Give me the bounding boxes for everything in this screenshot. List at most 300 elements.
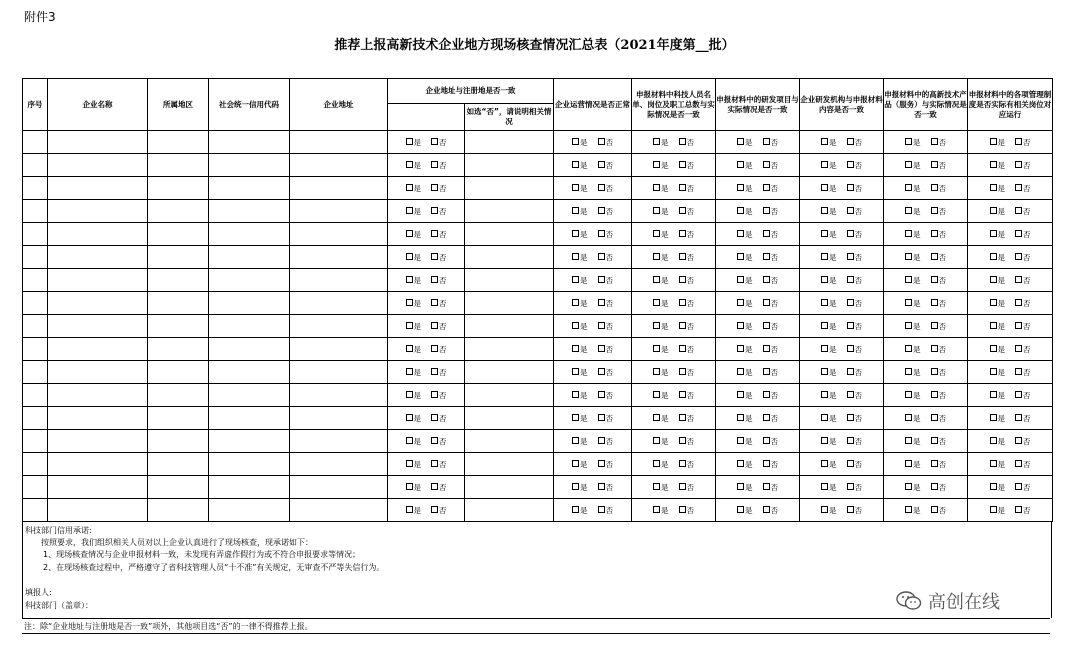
yes-checkbox[interactable]	[572, 368, 579, 375]
yes-checkbox[interactable]	[990, 345, 997, 352]
no-checkbox[interactable]	[847, 345, 854, 352]
no-checkbox[interactable]	[598, 368, 605, 375]
no-checkbox[interactable]	[931, 161, 938, 168]
table-cell[interactable]	[148, 361, 209, 384]
yes-checkbox[interactable]	[737, 184, 744, 191]
yes-checkbox[interactable]	[572, 391, 579, 398]
no-checkbox[interactable]	[679, 368, 686, 375]
no-checkbox[interactable]	[847, 460, 854, 467]
table-cell[interactable]	[465, 269, 554, 292]
table-cell[interactable]	[23, 361, 48, 384]
no-checkbox[interactable]	[431, 276, 438, 283]
table-cell[interactable]	[23, 453, 48, 476]
yes-checkbox[interactable]	[905, 276, 912, 283]
table-cell[interactable]	[465, 315, 554, 338]
no-checkbox[interactable]	[763, 230, 770, 237]
no-checkbox[interactable]	[1015, 138, 1022, 145]
yes-checkbox[interactable]	[737, 230, 744, 237]
yes-checkbox[interactable]	[572, 253, 579, 260]
yes-checkbox[interactable]	[990, 506, 997, 513]
no-checkbox[interactable]	[431, 345, 438, 352]
yes-checkbox[interactable]	[821, 506, 828, 513]
table-cell[interactable]	[48, 315, 148, 338]
yes-checkbox[interactable]	[653, 322, 660, 329]
no-checkbox[interactable]	[598, 322, 605, 329]
no-checkbox[interactable]	[598, 299, 605, 306]
table-cell[interactable]	[148, 430, 209, 453]
yes-checkbox[interactable]	[653, 253, 660, 260]
table-cell[interactable]	[465, 361, 554, 384]
table-cell[interactable]	[465, 223, 554, 246]
table-cell[interactable]	[148, 131, 209, 154]
yes-checkbox[interactable]	[572, 322, 579, 329]
table-cell[interactable]	[148, 476, 209, 499]
no-checkbox[interactable]	[931, 506, 938, 513]
yes-checkbox[interactable]	[572, 161, 579, 168]
table-cell[interactable]	[148, 200, 209, 223]
yes-checkbox[interactable]	[737, 138, 744, 145]
yes-checkbox[interactable]	[572, 276, 579, 283]
no-checkbox[interactable]	[847, 299, 854, 306]
table-cell[interactable]	[48, 499, 148, 522]
table-cell[interactable]	[290, 453, 388, 476]
no-checkbox[interactable]	[847, 138, 854, 145]
table-cell[interactable]	[23, 246, 48, 269]
table-cell[interactable]	[290, 361, 388, 384]
no-checkbox[interactable]	[431, 414, 438, 421]
table-cell[interactable]	[290, 499, 388, 522]
no-checkbox[interactable]	[679, 138, 686, 145]
yes-checkbox[interactable]	[905, 414, 912, 421]
yes-checkbox[interactable]	[821, 345, 828, 352]
yes-checkbox[interactable]	[406, 414, 413, 421]
no-checkbox[interactable]	[763, 161, 770, 168]
no-checkbox[interactable]	[679, 437, 686, 444]
table-cell[interactable]	[48, 177, 148, 200]
no-checkbox[interactable]	[1015, 368, 1022, 375]
no-checkbox[interactable]	[763, 414, 770, 421]
yes-checkbox[interactable]	[821, 483, 828, 490]
table-cell[interactable]	[465, 200, 554, 223]
no-checkbox[interactable]	[1015, 184, 1022, 191]
no-checkbox[interactable]	[931, 207, 938, 214]
yes-checkbox[interactable]	[905, 161, 912, 168]
table-cell[interactable]	[48, 292, 148, 315]
no-checkbox[interactable]	[1015, 299, 1022, 306]
yes-checkbox[interactable]	[737, 276, 744, 283]
yes-checkbox[interactable]	[737, 161, 744, 168]
table-cell[interactable]	[148, 499, 209, 522]
no-checkbox[interactable]	[931, 437, 938, 444]
table-cell[interactable]	[209, 361, 290, 384]
yes-checkbox[interactable]	[572, 483, 579, 490]
table-cell[interactable]	[209, 246, 290, 269]
yes-checkbox[interactable]	[737, 322, 744, 329]
no-checkbox[interactable]	[679, 322, 686, 329]
table-cell[interactable]	[148, 338, 209, 361]
yes-checkbox[interactable]	[905, 253, 912, 260]
no-checkbox[interactable]	[847, 414, 854, 421]
yes-checkbox[interactable]	[653, 483, 660, 490]
yes-checkbox[interactable]	[406, 345, 413, 352]
no-checkbox[interactable]	[931, 184, 938, 191]
table-cell[interactable]	[465, 499, 554, 522]
table-cell[interactable]	[465, 453, 554, 476]
no-checkbox[interactable]	[763, 322, 770, 329]
yes-checkbox[interactable]	[653, 414, 660, 421]
no-checkbox[interactable]	[431, 230, 438, 237]
no-checkbox[interactable]	[847, 368, 854, 375]
table-cell[interactable]	[23, 430, 48, 453]
table-cell[interactable]	[48, 154, 148, 177]
no-checkbox[interactable]	[1015, 506, 1022, 513]
yes-checkbox[interactable]	[821, 253, 828, 260]
no-checkbox[interactable]	[679, 276, 686, 283]
yes-checkbox[interactable]	[905, 483, 912, 490]
table-cell[interactable]	[290, 223, 388, 246]
table-cell[interactable]	[23, 177, 48, 200]
table-cell[interactable]	[290, 407, 388, 430]
yes-checkbox[interactable]	[990, 253, 997, 260]
yes-checkbox[interactable]	[905, 207, 912, 214]
table-cell[interactable]	[23, 200, 48, 223]
no-checkbox[interactable]	[1015, 161, 1022, 168]
no-checkbox[interactable]	[598, 437, 605, 444]
table-cell[interactable]	[290, 154, 388, 177]
yes-checkbox[interactable]	[821, 230, 828, 237]
table-cell[interactable]	[290, 430, 388, 453]
table-cell[interactable]	[23, 131, 48, 154]
table-cell[interactable]	[465, 407, 554, 430]
yes-checkbox[interactable]	[653, 506, 660, 513]
yes-checkbox[interactable]	[653, 391, 660, 398]
yes-checkbox[interactable]	[572, 460, 579, 467]
no-checkbox[interactable]	[763, 368, 770, 375]
no-checkbox[interactable]	[931, 276, 938, 283]
table-cell[interactable]	[23, 384, 48, 407]
table-cell[interactable]	[209, 223, 290, 246]
no-checkbox[interactable]	[1015, 391, 1022, 398]
no-checkbox[interactable]	[598, 230, 605, 237]
table-cell[interactable]	[209, 154, 290, 177]
table-cell[interactable]	[209, 476, 290, 499]
yes-checkbox[interactable]	[572, 506, 579, 513]
no-checkbox[interactable]	[431, 368, 438, 375]
yes-checkbox[interactable]	[990, 483, 997, 490]
no-checkbox[interactable]	[598, 138, 605, 145]
no-checkbox[interactable]	[598, 253, 605, 260]
table-cell[interactable]	[48, 223, 148, 246]
table-cell[interactable]	[465, 246, 554, 269]
yes-checkbox[interactable]	[653, 230, 660, 237]
table-cell[interactable]	[48, 430, 148, 453]
yes-checkbox[interactable]	[990, 391, 997, 398]
no-checkbox[interactable]	[763, 207, 770, 214]
no-checkbox[interactable]	[679, 230, 686, 237]
yes-checkbox[interactable]	[737, 368, 744, 375]
yes-checkbox[interactable]	[905, 368, 912, 375]
table-cell[interactable]	[48, 131, 148, 154]
no-checkbox[interactable]	[1015, 207, 1022, 214]
yes-checkbox[interactable]	[406, 368, 413, 375]
yes-checkbox[interactable]	[821, 299, 828, 306]
table-cell[interactable]	[290, 338, 388, 361]
table-cell[interactable]	[23, 154, 48, 177]
no-checkbox[interactable]	[1015, 253, 1022, 260]
no-checkbox[interactable]	[679, 207, 686, 214]
yes-checkbox[interactable]	[990, 276, 997, 283]
no-checkbox[interactable]	[1015, 483, 1022, 490]
yes-checkbox[interactable]	[821, 276, 828, 283]
yes-checkbox[interactable]	[406, 253, 413, 260]
yes-checkbox[interactable]	[821, 207, 828, 214]
yes-checkbox[interactable]	[990, 184, 997, 191]
table-cell[interactable]	[465, 430, 554, 453]
no-checkbox[interactable]	[679, 391, 686, 398]
table-cell[interactable]	[209, 315, 290, 338]
yes-checkbox[interactable]	[406, 506, 413, 513]
yes-checkbox[interactable]	[737, 437, 744, 444]
no-checkbox[interactable]	[598, 391, 605, 398]
no-checkbox[interactable]	[847, 391, 854, 398]
yes-checkbox[interactable]	[905, 184, 912, 191]
yes-checkbox[interactable]	[905, 230, 912, 237]
table-cell[interactable]	[23, 269, 48, 292]
no-checkbox[interactable]	[931, 230, 938, 237]
table-cell[interactable]	[209, 131, 290, 154]
no-checkbox[interactable]	[598, 207, 605, 214]
table-cell[interactable]	[23, 292, 48, 315]
table-cell[interactable]	[48, 338, 148, 361]
no-checkbox[interactable]	[931, 414, 938, 421]
table-cell[interactable]	[465, 476, 554, 499]
no-checkbox[interactable]	[1015, 437, 1022, 444]
no-checkbox[interactable]	[431, 299, 438, 306]
yes-checkbox[interactable]	[406, 299, 413, 306]
yes-checkbox[interactable]	[821, 161, 828, 168]
yes-checkbox[interactable]	[737, 460, 744, 467]
table-cell[interactable]	[465, 154, 554, 177]
table-cell[interactable]	[23, 315, 48, 338]
yes-checkbox[interactable]	[572, 414, 579, 421]
yes-checkbox[interactable]	[990, 437, 997, 444]
no-checkbox[interactable]	[763, 253, 770, 260]
yes-checkbox[interactable]	[406, 322, 413, 329]
table-cell[interactable]	[209, 453, 290, 476]
no-checkbox[interactable]	[763, 506, 770, 513]
no-checkbox[interactable]	[931, 253, 938, 260]
no-checkbox[interactable]	[679, 299, 686, 306]
table-cell[interactable]	[209, 200, 290, 223]
no-checkbox[interactable]	[431, 207, 438, 214]
table-cell[interactable]	[290, 269, 388, 292]
yes-checkbox[interactable]	[572, 230, 579, 237]
yes-checkbox[interactable]	[990, 161, 997, 168]
no-checkbox[interactable]	[931, 483, 938, 490]
table-cell[interactable]	[209, 177, 290, 200]
yes-checkbox[interactable]	[406, 138, 413, 145]
no-checkbox[interactable]	[847, 184, 854, 191]
no-checkbox[interactable]	[763, 299, 770, 306]
table-cell[interactable]	[48, 246, 148, 269]
no-checkbox[interactable]	[763, 345, 770, 352]
no-checkbox[interactable]	[598, 184, 605, 191]
yes-checkbox[interactable]	[737, 253, 744, 260]
yes-checkbox[interactable]	[737, 483, 744, 490]
table-cell[interactable]	[465, 131, 554, 154]
no-checkbox[interactable]	[431, 253, 438, 260]
table-cell[interactable]	[23, 499, 48, 522]
table-cell[interactable]	[209, 384, 290, 407]
no-checkbox[interactable]	[931, 345, 938, 352]
table-cell[interactable]	[48, 200, 148, 223]
yes-checkbox[interactable]	[737, 414, 744, 421]
table-cell[interactable]	[148, 223, 209, 246]
table-cell[interactable]	[23, 338, 48, 361]
table-cell[interactable]	[209, 430, 290, 453]
yes-checkbox[interactable]	[821, 414, 828, 421]
no-checkbox[interactable]	[679, 483, 686, 490]
no-checkbox[interactable]	[679, 184, 686, 191]
yes-checkbox[interactable]	[737, 207, 744, 214]
no-checkbox[interactable]	[598, 345, 605, 352]
yes-checkbox[interactable]	[990, 299, 997, 306]
no-checkbox[interactable]	[847, 506, 854, 513]
yes-checkbox[interactable]	[653, 345, 660, 352]
no-checkbox[interactable]	[679, 253, 686, 260]
no-checkbox[interactable]	[1015, 276, 1022, 283]
no-checkbox[interactable]	[847, 437, 854, 444]
no-checkbox[interactable]	[1015, 322, 1022, 329]
table-cell[interactable]	[209, 292, 290, 315]
no-checkbox[interactable]	[763, 276, 770, 283]
yes-checkbox[interactable]	[737, 506, 744, 513]
yes-checkbox[interactable]	[406, 230, 413, 237]
yes-checkbox[interactable]	[905, 437, 912, 444]
table-cell[interactable]	[290, 200, 388, 223]
yes-checkbox[interactable]	[572, 207, 579, 214]
table-cell[interactable]	[209, 407, 290, 430]
yes-checkbox[interactable]	[572, 184, 579, 191]
no-checkbox[interactable]	[679, 460, 686, 467]
yes-checkbox[interactable]	[821, 391, 828, 398]
yes-checkbox[interactable]	[653, 138, 660, 145]
table-cell[interactable]	[148, 384, 209, 407]
no-checkbox[interactable]	[931, 368, 938, 375]
no-checkbox[interactable]	[679, 506, 686, 513]
yes-checkbox[interactable]	[905, 506, 912, 513]
table-cell[interactable]	[290, 384, 388, 407]
no-checkbox[interactable]	[931, 299, 938, 306]
yes-checkbox[interactable]	[905, 460, 912, 467]
yes-checkbox[interactable]	[737, 391, 744, 398]
yes-checkbox[interactable]	[821, 184, 828, 191]
table-cell[interactable]	[209, 499, 290, 522]
no-checkbox[interactable]	[763, 460, 770, 467]
table-cell[interactable]	[209, 338, 290, 361]
yes-checkbox[interactable]	[821, 322, 828, 329]
yes-checkbox[interactable]	[653, 276, 660, 283]
yes-checkbox[interactable]	[990, 207, 997, 214]
table-cell[interactable]	[148, 177, 209, 200]
no-checkbox[interactable]	[931, 460, 938, 467]
yes-checkbox[interactable]	[653, 437, 660, 444]
no-checkbox[interactable]	[931, 138, 938, 145]
no-checkbox[interactable]	[431, 437, 438, 444]
yes-checkbox[interactable]	[406, 207, 413, 214]
yes-checkbox[interactable]	[406, 460, 413, 467]
no-checkbox[interactable]	[598, 460, 605, 467]
yes-checkbox[interactable]	[406, 161, 413, 168]
yes-checkbox[interactable]	[406, 483, 413, 490]
yes-checkbox[interactable]	[905, 345, 912, 352]
table-cell[interactable]	[290, 131, 388, 154]
yes-checkbox[interactable]	[905, 138, 912, 145]
table-cell[interactable]	[48, 384, 148, 407]
table-cell[interactable]	[465, 384, 554, 407]
no-checkbox[interactable]	[431, 483, 438, 490]
table-cell[interactable]	[48, 361, 148, 384]
no-checkbox[interactable]	[431, 460, 438, 467]
no-checkbox[interactable]	[598, 483, 605, 490]
yes-checkbox[interactable]	[406, 391, 413, 398]
yes-checkbox[interactable]	[653, 207, 660, 214]
no-checkbox[interactable]	[598, 161, 605, 168]
yes-checkbox[interactable]	[905, 391, 912, 398]
no-checkbox[interactable]	[431, 184, 438, 191]
no-checkbox[interactable]	[598, 506, 605, 513]
no-checkbox[interactable]	[847, 253, 854, 260]
table-cell[interactable]	[48, 407, 148, 430]
table-cell[interactable]	[148, 154, 209, 177]
table-cell[interactable]	[465, 292, 554, 315]
no-checkbox[interactable]	[679, 414, 686, 421]
no-checkbox[interactable]	[431, 506, 438, 513]
no-checkbox[interactable]	[763, 437, 770, 444]
no-checkbox[interactable]	[763, 138, 770, 145]
table-cell[interactable]	[290, 292, 388, 315]
table-cell[interactable]	[48, 269, 148, 292]
yes-checkbox[interactable]	[572, 345, 579, 352]
no-checkbox[interactable]	[847, 207, 854, 214]
table-cell[interactable]	[148, 292, 209, 315]
yes-checkbox[interactable]	[572, 437, 579, 444]
table-cell[interactable]	[290, 315, 388, 338]
no-checkbox[interactable]	[679, 161, 686, 168]
yes-checkbox[interactable]	[653, 184, 660, 191]
yes-checkbox[interactable]	[905, 299, 912, 306]
table-cell[interactable]	[465, 177, 554, 200]
table-cell[interactable]	[23, 223, 48, 246]
yes-checkbox[interactable]	[821, 437, 828, 444]
yes-checkbox[interactable]	[990, 322, 997, 329]
no-checkbox[interactable]	[431, 391, 438, 398]
no-checkbox[interactable]	[1015, 230, 1022, 237]
no-checkbox[interactable]	[847, 322, 854, 329]
no-checkbox[interactable]	[763, 184, 770, 191]
yes-checkbox[interactable]	[990, 414, 997, 421]
yes-checkbox[interactable]	[406, 184, 413, 191]
yes-checkbox[interactable]	[990, 460, 997, 467]
yes-checkbox[interactable]	[406, 437, 413, 444]
yes-checkbox[interactable]	[990, 230, 997, 237]
no-checkbox[interactable]	[931, 391, 938, 398]
no-checkbox[interactable]	[763, 391, 770, 398]
no-checkbox[interactable]	[431, 322, 438, 329]
yes-checkbox[interactable]	[653, 460, 660, 467]
yes-checkbox[interactable]	[653, 368, 660, 375]
no-checkbox[interactable]	[847, 276, 854, 283]
